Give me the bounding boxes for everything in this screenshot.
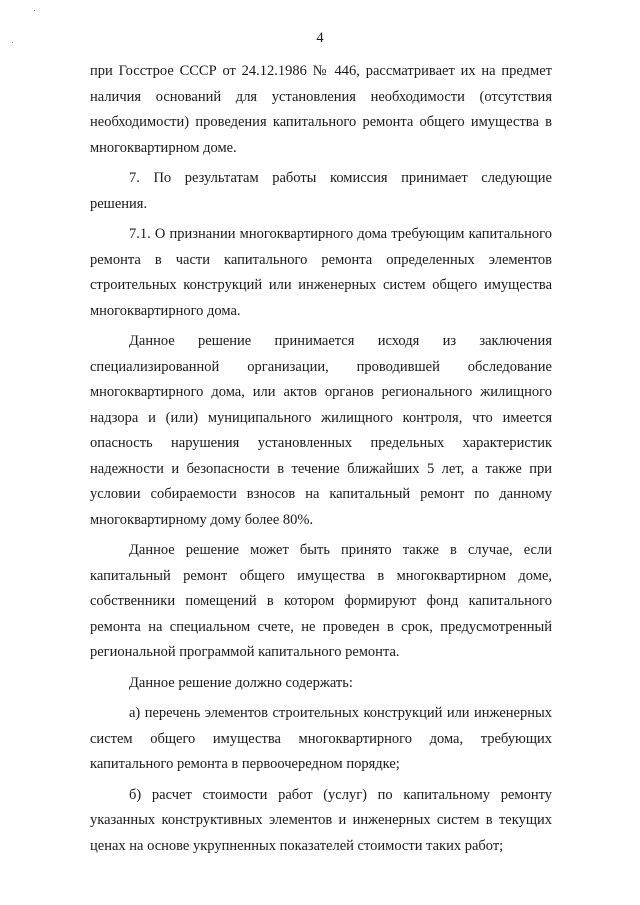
paragraph-decision-contents: Данное решение должно содержать: xyxy=(129,674,353,691)
list-item-a: а) перечень элементов строительных конструкций или инженерных систем общего имущества многоквартирного дома, требующих капитального ремонта в первоочередном порядке; xyxy=(90,705,552,772)
scan-speck xyxy=(12,42,13,43)
paragraph-decision-special-case: Данное решение может быть принято также в случае, если капитальный ремонт общего имущества в многоквартирном доме, собственники помещений в котором формируют фонд капитального ремонта на специальном счете, не проведен в срок, предусмотренный региональной программой капитального ремонта. xyxy=(90,542,552,660)
paragraph-continuation: при Госстрое СССР от 24.12.1986 № 446, рассматривает их на предмет наличия оснований для установления необходимости (отсутствия необходимости) проведения капитального ремонта общего имущества в многоквартирном доме. xyxy=(90,63,552,156)
document-body xyxy=(90,59,552,859)
paragraph-item-7: 7. По результатам работы комиссия принимает следующие решения. xyxy=(90,170,552,212)
page-number: 4 xyxy=(316,30,324,46)
paragraph-decision-basis: Данное решение принимается исходя из заключения специализированной организации, проводившей обследование многоквартирного дома, или актов органов регионального жилищного надзора и (или) муниципального жилищного контроля, что имеется опасность нарушения установленных предельных характеристик надежности и безопасности в течение ближайших 5 лет, а также при условии собираемости взносов на капитальный ремонт по данному многоквартирному дому более 80%. xyxy=(90,333,552,528)
list-item-b: б) расчет стоимости работ (услуг) по капитальному ремонту указанных конструктивных элементов и инженерных систем в текущих ценах на основе укрупненных показателей стоимости таких работ; xyxy=(90,786,552,854)
scan-speck xyxy=(34,10,35,11)
paragraph-item-7-1: 7.1. О признании многоквартирного дома требующим капитального ремонта в части капитального ремонта определенных элементов строительных конструкций или инженерных систем общего имущества многоквартирного дома. xyxy=(90,226,552,319)
